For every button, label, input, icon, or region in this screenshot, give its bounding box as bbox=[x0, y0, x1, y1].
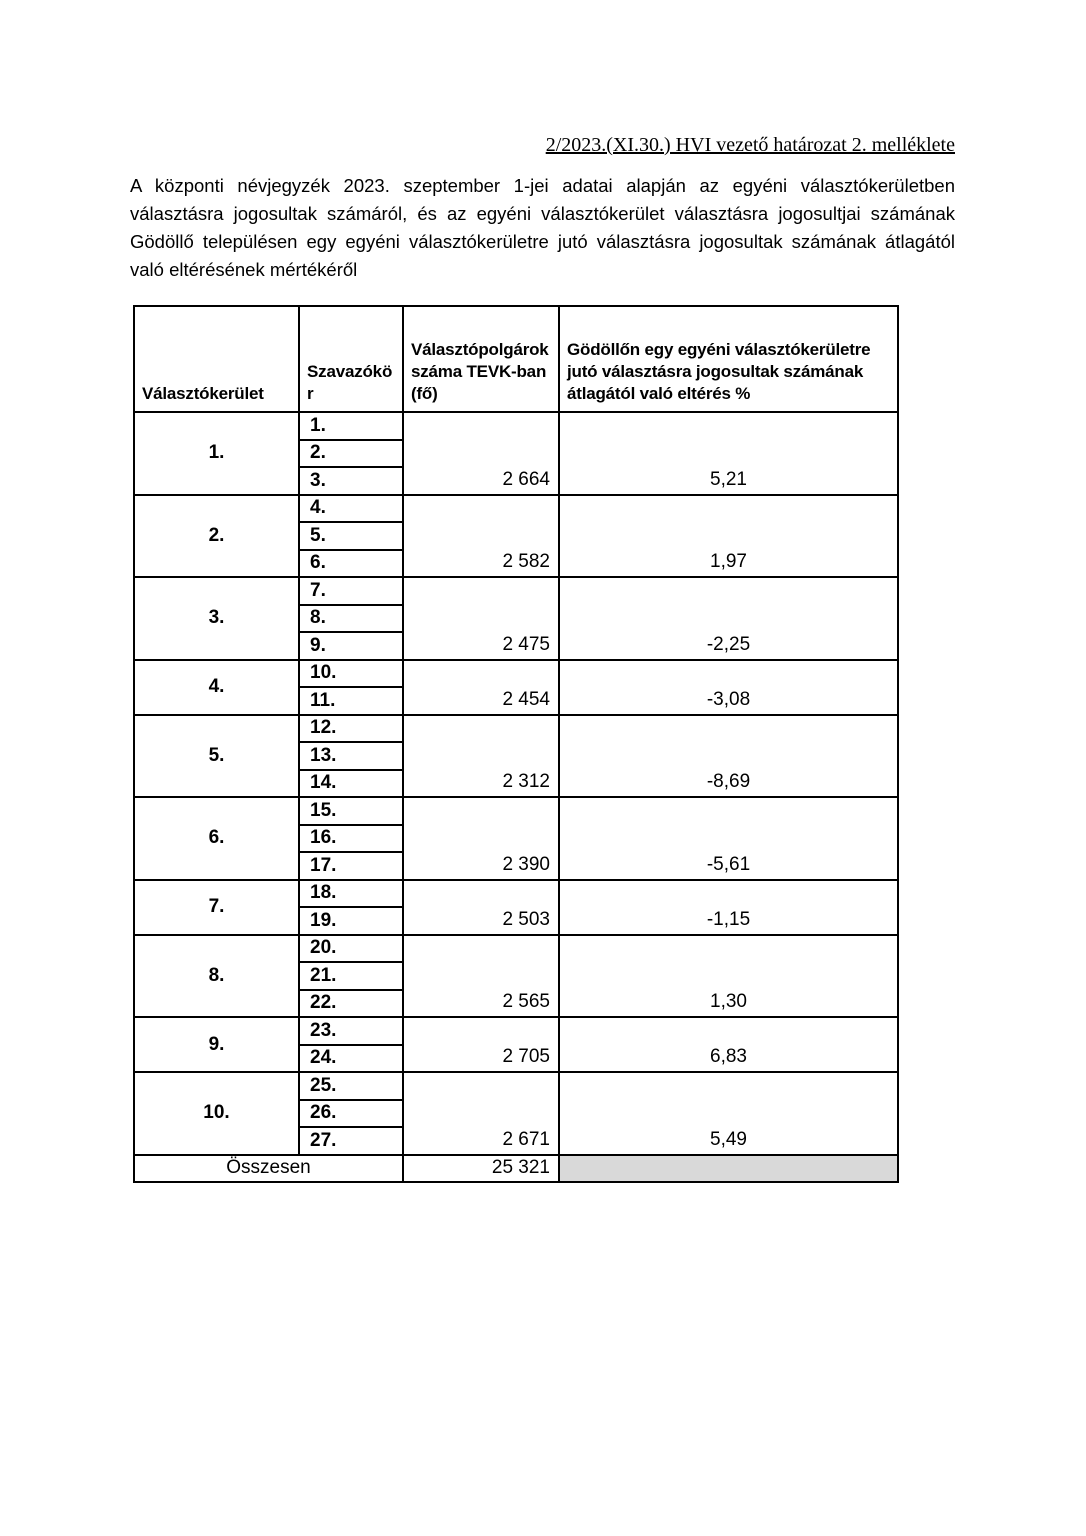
precinct-cell: 2. bbox=[299, 440, 403, 468]
precinct-cell: 9. bbox=[299, 632, 403, 660]
header-line: (fő) bbox=[411, 384, 438, 403]
district-cell: 4. bbox=[134, 660, 299, 715]
deviation-cell: -5,61 bbox=[559, 797, 898, 880]
deviation-cell: -1,15 bbox=[559, 880, 898, 935]
precinct-cell: 21. bbox=[299, 962, 403, 990]
precinct-row bbox=[134, 935, 898, 963]
precinct-cell: 5. bbox=[299, 522, 403, 550]
precinct-row bbox=[134, 660, 898, 688]
precinct-row bbox=[134, 880, 898, 908]
total-voters-cell: 25 321 bbox=[403, 1155, 559, 1183]
voters-count-cell: 2 312 bbox=[403, 715, 559, 798]
total-shaded-cell bbox=[559, 1155, 898, 1183]
precinct-cell: 4. bbox=[299, 495, 403, 523]
district-cell: 3. bbox=[134, 577, 299, 660]
deviation-cell: -3,08 bbox=[559, 660, 898, 715]
precinct-row bbox=[134, 577, 898, 605]
precinct-cell: 10. bbox=[299, 660, 403, 688]
voters-count-cell: 2 454 bbox=[403, 660, 559, 715]
voters-count-cell: 2 503 bbox=[403, 880, 559, 935]
header-line: Választókerület bbox=[142, 384, 264, 403]
precinct-cell: 27. bbox=[299, 1127, 403, 1155]
precinct-cell: 22. bbox=[299, 990, 403, 1018]
precinct-cell: 12. bbox=[299, 715, 403, 743]
table-footer bbox=[134, 1155, 898, 1183]
header-line: Szavazókö bbox=[307, 362, 393, 381]
precinct-cell: 17. bbox=[299, 852, 403, 880]
header-row bbox=[134, 306, 898, 412]
precinct-row bbox=[134, 797, 898, 825]
deviation-cell: -8,69 bbox=[559, 715, 898, 798]
column-header-voters bbox=[403, 306, 559, 412]
deviation-cell: 6,83 bbox=[559, 1017, 898, 1072]
voters-count-cell: 2 671 bbox=[403, 1072, 559, 1155]
precinct-cell: 25. bbox=[299, 1072, 403, 1100]
deviation-cell: 5,21 bbox=[559, 412, 898, 495]
header-line: jutó választásra jogosultak számának bbox=[567, 362, 864, 381]
precinct-row bbox=[134, 1072, 898, 1100]
precinct-row bbox=[134, 715, 898, 743]
deviation-cell: 1,30 bbox=[559, 935, 898, 1018]
header-line: száma TEVK-ban bbox=[411, 362, 547, 381]
header-line: r bbox=[307, 384, 314, 403]
district-cell: 6. bbox=[134, 797, 299, 880]
column-header-precinct bbox=[299, 306, 403, 412]
voters-count-cell: 2 475 bbox=[403, 577, 559, 660]
voters-count-cell: 2 565 bbox=[403, 935, 559, 1018]
voters-count-cell: 2 582 bbox=[403, 495, 559, 578]
precinct-cell: 14. bbox=[299, 770, 403, 798]
deviation-cell: 5,49 bbox=[559, 1072, 898, 1155]
precinct-cell: 6. bbox=[299, 550, 403, 578]
district-cell: 1. bbox=[134, 412, 299, 495]
precinct-row bbox=[134, 495, 898, 523]
precinct-cell: 18. bbox=[299, 880, 403, 908]
precinct-row bbox=[134, 1017, 898, 1045]
district-cell: 9. bbox=[134, 1017, 299, 1072]
precinct-cell: 24. bbox=[299, 1045, 403, 1073]
precinct-cell: 26. bbox=[299, 1100, 403, 1128]
table-header bbox=[134, 306, 898, 412]
precinct-cell: 3. bbox=[299, 467, 403, 495]
header-line: átlagától való eltérés % bbox=[567, 384, 751, 403]
total-row bbox=[134, 1155, 898, 1183]
district-cell: 2. bbox=[134, 495, 299, 578]
district-cell: 7. bbox=[134, 880, 299, 935]
precinct-cell: 15. bbox=[299, 797, 403, 825]
electoral-table bbox=[133, 305, 899, 1183]
column-header-deviation bbox=[559, 306, 898, 412]
precinct-cell: 1. bbox=[299, 412, 403, 440]
precinct-cell: 7. bbox=[299, 577, 403, 605]
district-cell: 5. bbox=[134, 715, 299, 798]
precinct-cell: 8. bbox=[299, 605, 403, 633]
deviation-cell: -2,25 bbox=[559, 577, 898, 660]
precinct-cell: 23. bbox=[299, 1017, 403, 1045]
deviation-cell: 1,97 bbox=[559, 495, 898, 578]
voters-count-cell: 2 664 bbox=[403, 412, 559, 495]
total-label-cell: Összesen bbox=[134, 1155, 403, 1183]
precinct-cell: 19. bbox=[299, 907, 403, 935]
page-title: 2/2023.(XI.30.) HVI vezető határozat 2. melléklete bbox=[545, 134, 955, 156]
district-cell: 8. bbox=[134, 935, 299, 1018]
table-body bbox=[134, 412, 898, 1155]
header-line: Választópolgárok bbox=[411, 340, 549, 359]
precinct-cell: 20. bbox=[299, 935, 403, 963]
precinct-cell: 11. bbox=[299, 687, 403, 715]
voters-count-cell: 2 705 bbox=[403, 1017, 559, 1072]
column-header-district bbox=[134, 306, 299, 412]
header-line: Gödöllőn egy egyéni választókerületre bbox=[567, 340, 871, 359]
voters-count-cell: 2 390 bbox=[403, 797, 559, 880]
district-cell: 10. bbox=[134, 1072, 299, 1155]
precinct-cell: 13. bbox=[299, 742, 403, 770]
intro-paragraph: A központi névjegyzék 2023. szeptember 1-jei adatai alapján az egyéni választókerületben választásra jogosultak számáról, és az egyéni választókerület választásra jogosultjai számának Gödöllő településen egy egyéni választókerületre jutó választásra jogosultak számának átlagától való eltérésének mértékéről bbox=[130, 175, 955, 280]
precinct-cell: 16. bbox=[299, 825, 403, 853]
precinct-row bbox=[134, 412, 898, 440]
